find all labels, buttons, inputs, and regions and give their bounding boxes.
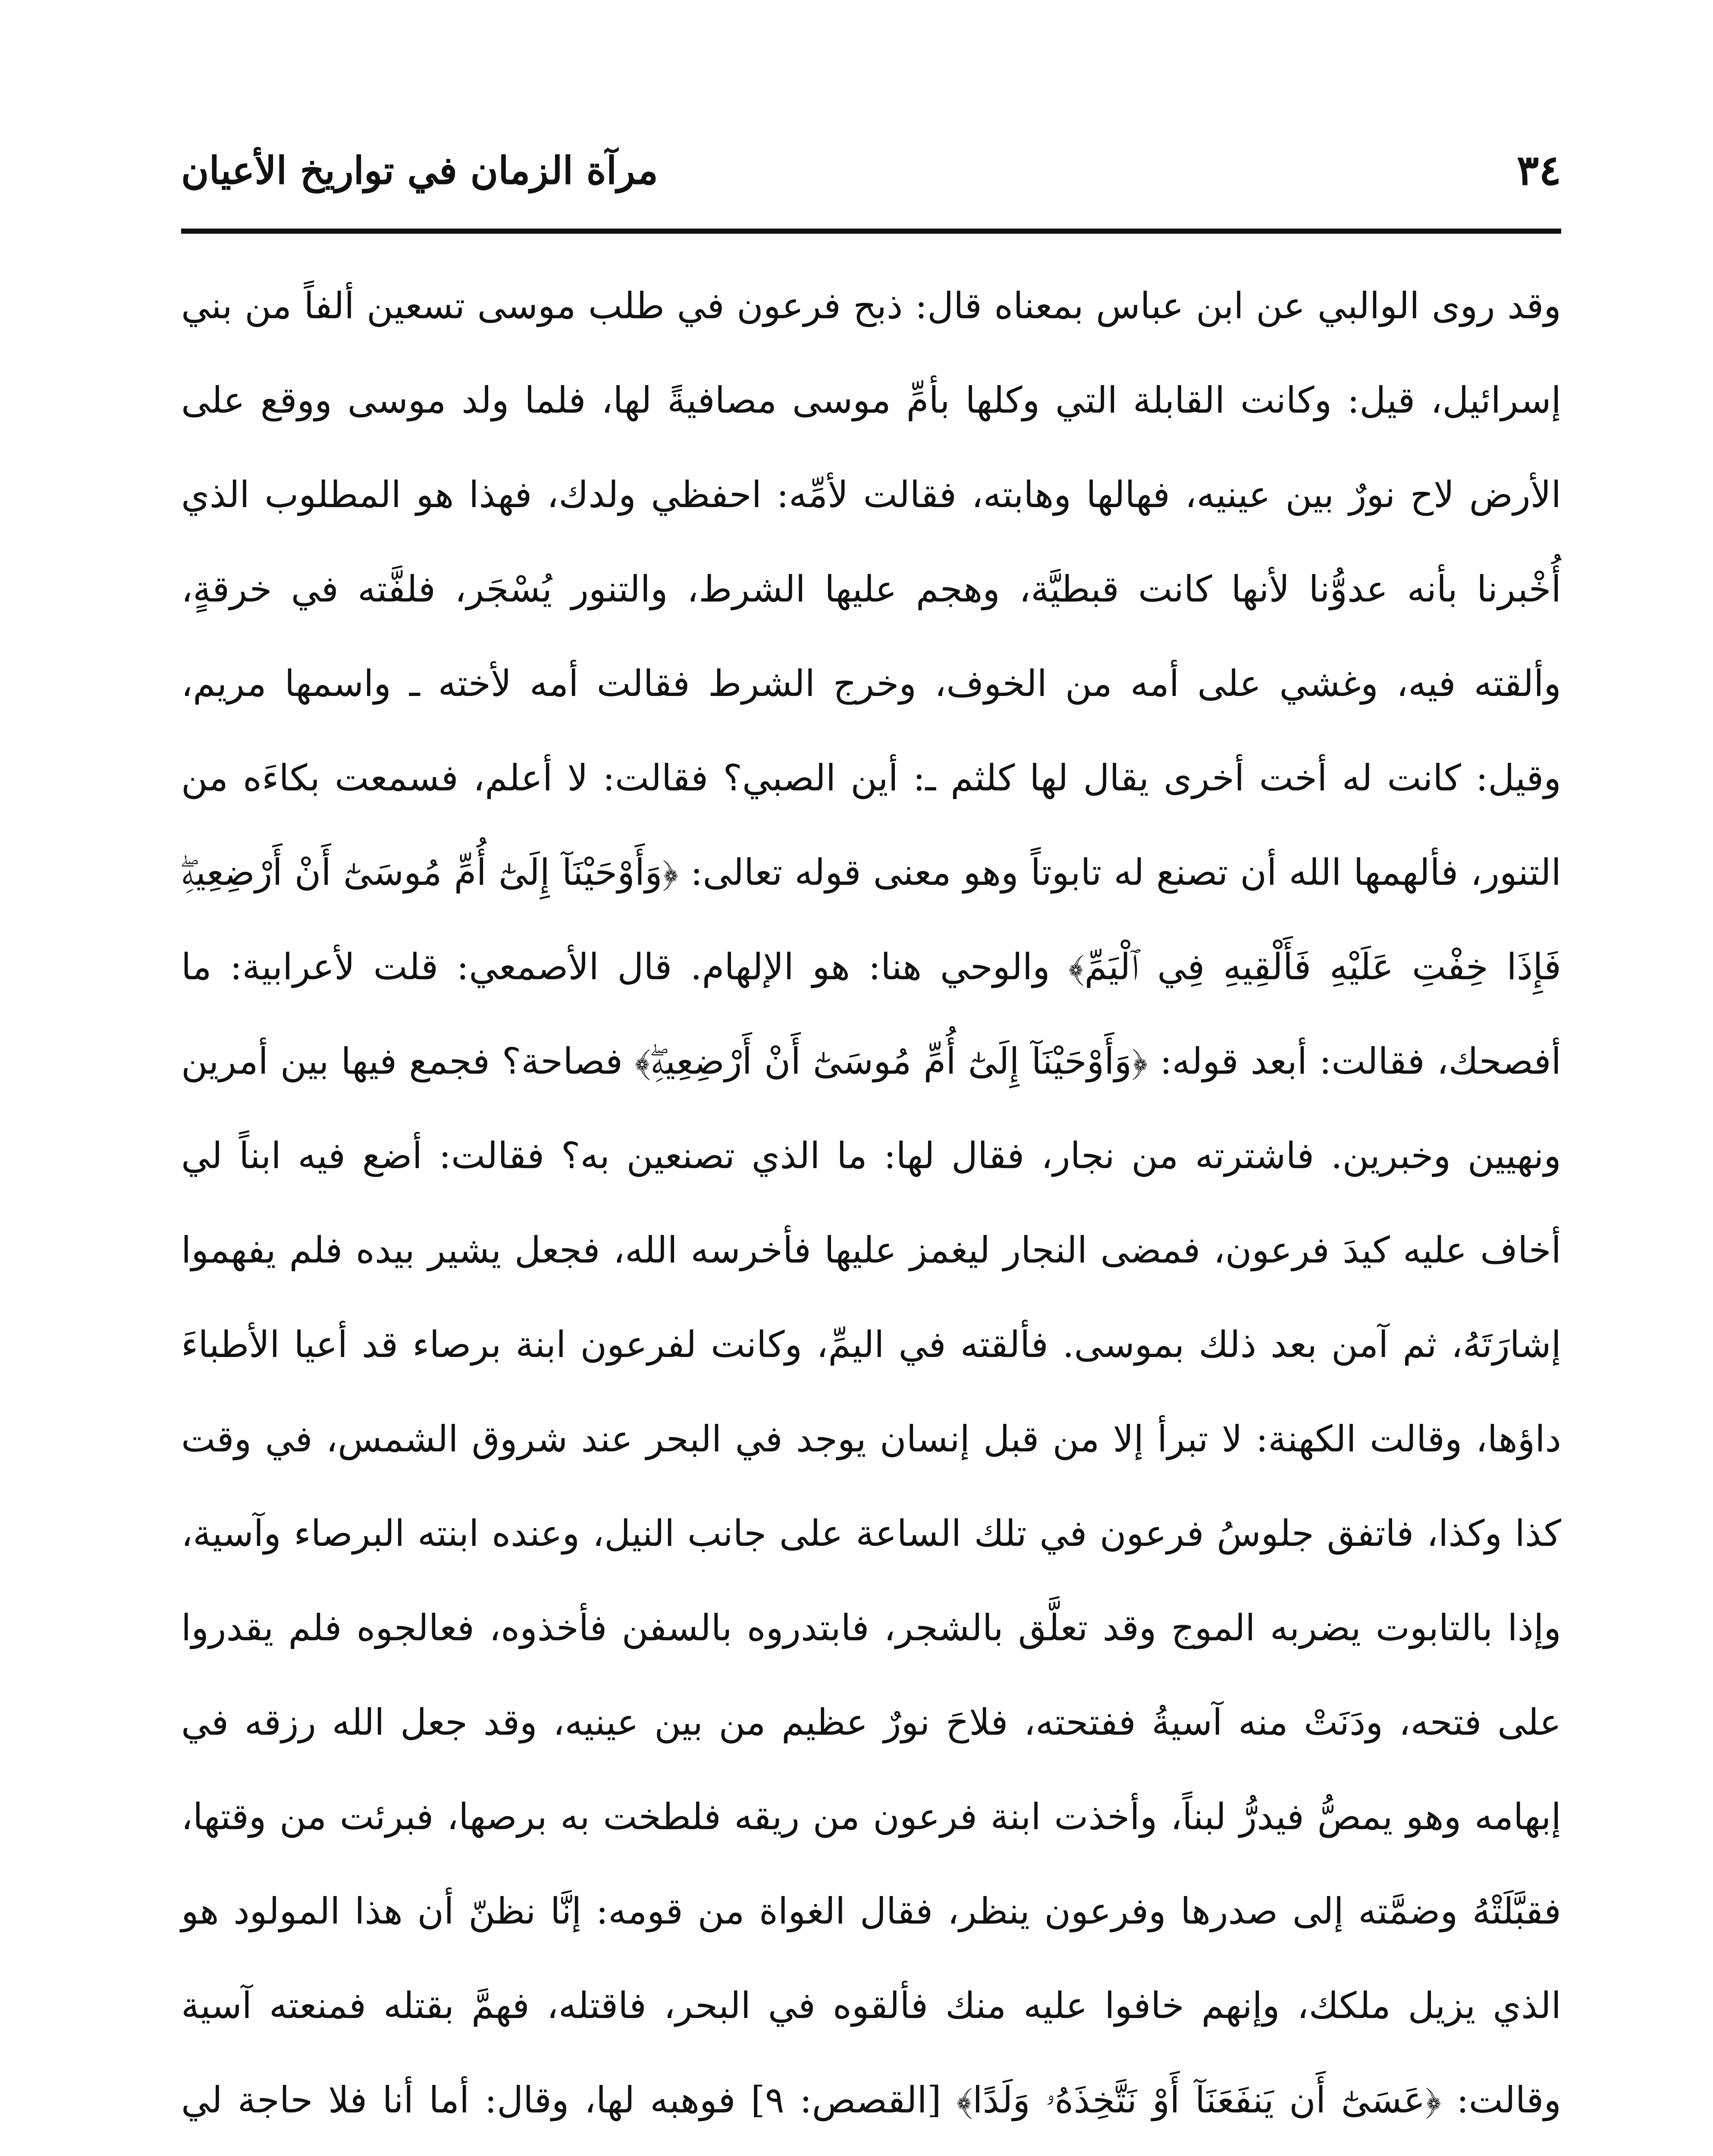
- running-title: مرآة الزمان في تواريخ الأعيان: [181, 148, 658, 193]
- header-rule: [181, 229, 1561, 234]
- paragraph-1: وقد روى الوالبي عن ابن عباس بمعناه قال: ذبح فرعون في طلب موسى تسعين ألفاً من بني إسرائيل، قيل: وكانت القابلة التي وكلها بأمِّ موسى مصافيةً لها، فلما ولد موسى ووقع على الأرض لاح نورٌ بين عينيه، فهالها وهابته، فقالت لأمِّه: احفظي ولدك، فهذا هو المطلوب الذي أُخْبرنا بأنه عدوُّنا لأنها كانت قبطيَّة، وهجم عليها الشرط، والتنور يُسْجَر، فلفَّته في خرقةٍ، وألقته فيه، وغشي على أمه من الخوف، وخرج الشرط فقالت أمه لأخته ـ واسمها مريم، وقيل: كانت له أخت أخرى يقال لها كلثم ـ: أين الصبي؟ فقالت: لا أعلم، فسمعت بكاءَه من التنور، فألهمها الله أن تصنع له تابوتاً وهو معنى قوله تعالى: ﴿وَأَوْحَيْنَآ إِلَىٰٓ أُمِّ مُوسَىٰٓ أَنْ أَرْضِعِيهِۖ فَإِذَا خِفْتِ عَلَيْهِ فَأَلْقِيهِ فِي ٱلْيَمِّ﴾ والوحي هنا: هو الإلهام. قال الأصمعي: قلت لأعرابية: ما أفصحك، فقالت: أبعد قوله: ﴿وَأَوْحَيْنَآ إِلَىٰٓ أُمِّ مُوسَىٰٓ أَنْ أَرْضِعِيهِۖ﴾ فصاحة؟ فجمع فيها بين أمرين ونهيين وخبرين. فاشترته من نجار، فقال لها: ما الذي تصنعين به؟ فقالت: أضع فيه ابناً لي أخاف عليه كيدَ فرعون، فمضى النجار ليغمز عليها فأخرسه الله، فجعل يشير بيده فلم يفهموا إشارَتَهُ، ثم آمن بعد ذلك بموسى. فألقته في اليمِّ، وكانت لفرعون ابنة برصاء قد أعيا الأطباءَ داؤها، وقالت الكهنة: لا تبرأ إلا من قبل إنسان يوجد في البحر عند شروق الشمس، في وقت كذا وكذا، فاتفق جلوسُ فرعون في تلك الساعة على جانب النيل، وعنده ابنته البرصاء وآسية، وإذا بالتابوت يضربه الموج وقد تعلَّق بالشجر، فابتدروه بالسفن فأخذوه، فعالجوه فلم يقدروا على فتحه، ودَنَتْ منه آسيةُ ففتحته، فلاحَ نورٌ عظيم من بين عينيه، وقد جعل الله رزقه في إبهامه وهو يمصُّ فيدرُّ لبناً، وأخذت ابنة فرعون من ريقه فلطخت به برصها، فبرئت من وقتها، فقبَّلَتْهُ وضمَّته إلى صدرها وفرعون ينظر، فقال الغواة من قومه: إنَّا نظنّ أن هذا المولود هو الذي يزيل ملكك، وإنهم خافوا عليه منك فألقوه في البحر، فاقتله، فهمَّ بقتله فمنعته آسية وقالت: ﴿عَسَىٰٓ أَن يَنفَعَنَآ أَوْ نَتَّخِذَهُۥ وَلَدًا﴾ [القصص: ٩] فوهبه لها، وقال: أما أنا فلا حاجة لي: [181, 285, 1562, 2121]
- body-text: [181, 259, 1561, 2156]
- page-number: ٣٤: [1516, 146, 1561, 194]
- page-header: [181, 138, 1561, 216]
